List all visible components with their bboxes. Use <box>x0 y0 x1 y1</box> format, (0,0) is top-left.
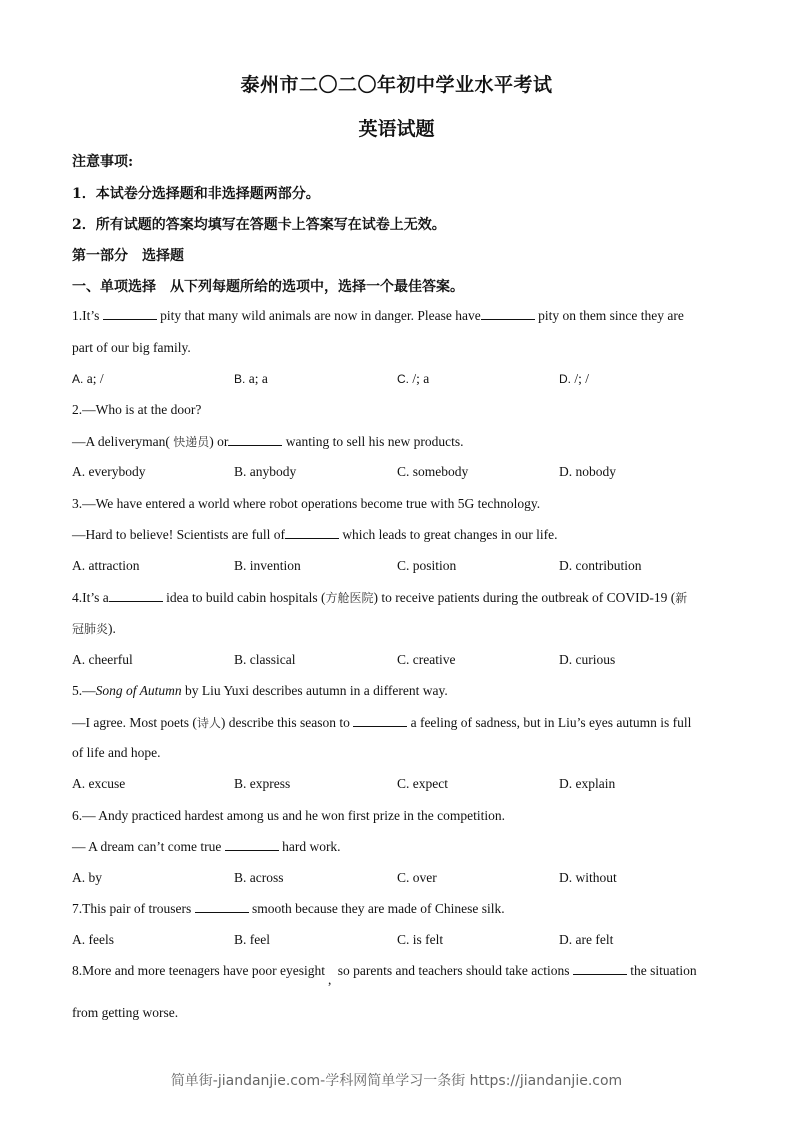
question-number: 1. <box>72 308 83 323</box>
question-number: 3. <box>72 496 83 511</box>
watermark-footer: 简单街-jiandanjie.com-学科网简单学习一条街 https://jiandanjie.com <box>170 1073 623 1089</box>
question-8-line-2: from getting worse. <box>72 1005 179 1020</box>
text: — Andy practiced hardest among us and he won first prize in the competition. <box>82 808 506 823</box>
poem-title: Song of Autumn <box>95 683 182 698</box>
question-number: 8. <box>72 963 83 978</box>
question-5-line-2 <box>72 714 691 731</box>
question-4-option-a[interactable]: A. cheerful <box>72 652 133 667</box>
question-8-line-1 <box>72 963 697 987</box>
chinese-gloss: 方舱医院 <box>325 591 374 605</box>
text: by Liu Yuxi describes autumn in a different way. <box>181 683 448 698</box>
exam-subtitle: 英语试题 <box>358 118 435 140</box>
option-text: a; a <box>245 371 268 386</box>
answer-blank <box>228 434 282 446</box>
question-2-option-c[interactable]: C. somebody <box>397 464 469 479</box>
question-6-option-b[interactable]: B. across <box>234 870 284 885</box>
question-1-option-b[interactable] <box>234 371 268 387</box>
question-5-line-3: of life and hope. <box>72 745 161 760</box>
text: ) to receive patients during the outbreak of COVID-19 ( <box>373 590 676 605</box>
question-1-line-1 <box>72 308 684 324</box>
answer-blank <box>195 901 249 913</box>
note-item-2: 2．所有试题的答案均填写在答题卡上答案写在试卷上无效。 <box>72 217 446 233</box>
question-number: 5. <box>72 683 83 698</box>
question-1-line-2: part of our big family. <box>72 340 191 355</box>
section-instruction: 一、单项选择 从下列每题所给的选项中，选择一个最佳答案。 <box>72 279 464 295</box>
question-4-option-b[interactable]: B. classical <box>234 652 296 667</box>
notes-heading: 注意事项: <box>72 154 134 170</box>
note-item-1: 1．本试卷分选择题和非选择题两部分。 <box>72 186 320 202</box>
question-1-option-d[interactable] <box>559 371 589 387</box>
text: so parents and teachers should take actions <box>334 963 573 978</box>
question-1-option-c[interactable] <box>397 371 429 387</box>
text: This pair of trousers <box>82 901 195 916</box>
question-3-option-d[interactable]: D. contribution <box>559 558 642 573</box>
question-2-line-2 <box>72 433 463 450</box>
text: —A deliveryman( <box>72 434 174 449</box>
answer-blank <box>285 527 339 539</box>
question-3-option-a[interactable]: A. attraction <box>72 558 140 573</box>
option-text: a; / <box>83 371 104 386</box>
text: ) describe this season to <box>220 715 354 730</box>
text: ) or <box>209 434 229 449</box>
question-6-line-2 <box>72 839 341 855</box>
question-5-option-d[interactable]: D. explain <box>559 776 616 791</box>
text: It’s <box>82 308 103 323</box>
text: smooth because they are made of Chinese silk. <box>248 901 505 916</box>
question-3-option-c[interactable]: C. position <box>397 558 457 573</box>
question-7-option-c[interactable]: C. is felt <box>397 932 444 947</box>
option-label: A. <box>72 372 84 386</box>
question-6-option-c[interactable]: C. over <box>397 870 437 885</box>
question-number: 2. <box>72 402 83 417</box>
text: —We have entered a world where robot operations become true with 5G technology. <box>82 496 541 511</box>
section-part-heading: 第一部分 选择题 <box>72 248 184 264</box>
text: ). <box>108 621 116 636</box>
answer-blank <box>481 308 535 320</box>
text: a feeling of sadness, but in Liu’s eyes autumn is full <box>407 715 692 730</box>
text: the situation <box>626 963 697 978</box>
text: —Who is at the door? <box>82 402 202 417</box>
question-7-option-a[interactable]: A. feels <box>72 932 114 947</box>
question-3-line-1 <box>72 496 540 512</box>
chinese-gloss: 冠肺炎 <box>72 622 109 636</box>
question-3-option-b[interactable]: B. invention <box>234 558 301 573</box>
question-2-option-d[interactable]: D. nobody <box>559 464 616 479</box>
answer-blank <box>353 715 407 727</box>
comma: , <box>328 972 332 987</box>
answer-blank <box>109 590 163 602</box>
question-5-option-a[interactable]: A. excuse <box>72 776 126 791</box>
text: which leads to great changes in our life. <box>338 527 558 542</box>
question-5-line-1 <box>72 683 448 699</box>
text: idea to build cabin hospitals ( <box>162 590 326 605</box>
text: It’s a <box>82 590 109 605</box>
text: —I agree. Most poets ( <box>72 715 197 730</box>
question-2-option-b[interactable]: B. anybody <box>234 464 297 479</box>
question-7-option-d[interactable]: D. are felt <box>559 932 614 947</box>
option-label: D. <box>559 372 571 386</box>
option-text: /; / <box>571 371 590 386</box>
text: —Hard to believe! Scientists are full of <box>72 527 285 542</box>
answer-blank <box>103 308 157 320</box>
text: pity on them since they are <box>534 308 684 323</box>
option-text: /; a <box>409 371 430 386</box>
question-2-option-a[interactable]: A. everybody <box>72 464 146 479</box>
text: pity that many wild animals are now in danger. Please have <box>156 308 481 323</box>
chinese-gloss: 新 <box>675 591 688 605</box>
question-5-option-c[interactable]: C. expect <box>397 776 448 791</box>
question-1-option-a[interactable] <box>72 371 104 387</box>
question-7-option-b[interactable]: B. feel <box>234 932 270 947</box>
option-label: C. <box>397 372 409 386</box>
text: More and more teenagers have poor eyesight <box>82 963 326 978</box>
question-number: 4. <box>72 590 83 605</box>
question-5-option-b[interactable]: B. express <box>234 776 291 791</box>
question-number: 6. <box>72 808 83 823</box>
question-4-line-1 <box>72 589 687 606</box>
chinese-gloss: 诗人 <box>196 716 221 730</box>
option-label: B. <box>234 372 246 386</box>
text: wanting to sell his new products. <box>282 434 464 449</box>
question-6-line-1 <box>72 808 505 824</box>
question-4-line-2 <box>72 620 116 637</box>
chinese-gloss: 快递员 <box>173 435 210 449</box>
question-number: 7. <box>72 901 83 916</box>
question-7-line-1 <box>72 901 505 917</box>
exam-title: 泰州市二〇二〇年初中学业水平考试 <box>240 74 553 96</box>
text: hard work. <box>278 839 341 854</box>
question-6-option-d[interactable]: D. without <box>559 870 617 885</box>
question-4-option-c[interactable]: C. creative <box>397 652 456 667</box>
question-3-line-2 <box>72 527 558 543</box>
text: — <box>82 683 96 698</box>
question-2-line-1 <box>72 402 201 418</box>
question-6-option-a[interactable]: A. by <box>72 870 102 885</box>
text: — A dream can’t come true <box>72 839 225 854</box>
answer-blank <box>225 839 279 851</box>
question-4-option-d[interactable]: D. curious <box>559 652 616 667</box>
answer-blank <box>573 963 627 975</box>
